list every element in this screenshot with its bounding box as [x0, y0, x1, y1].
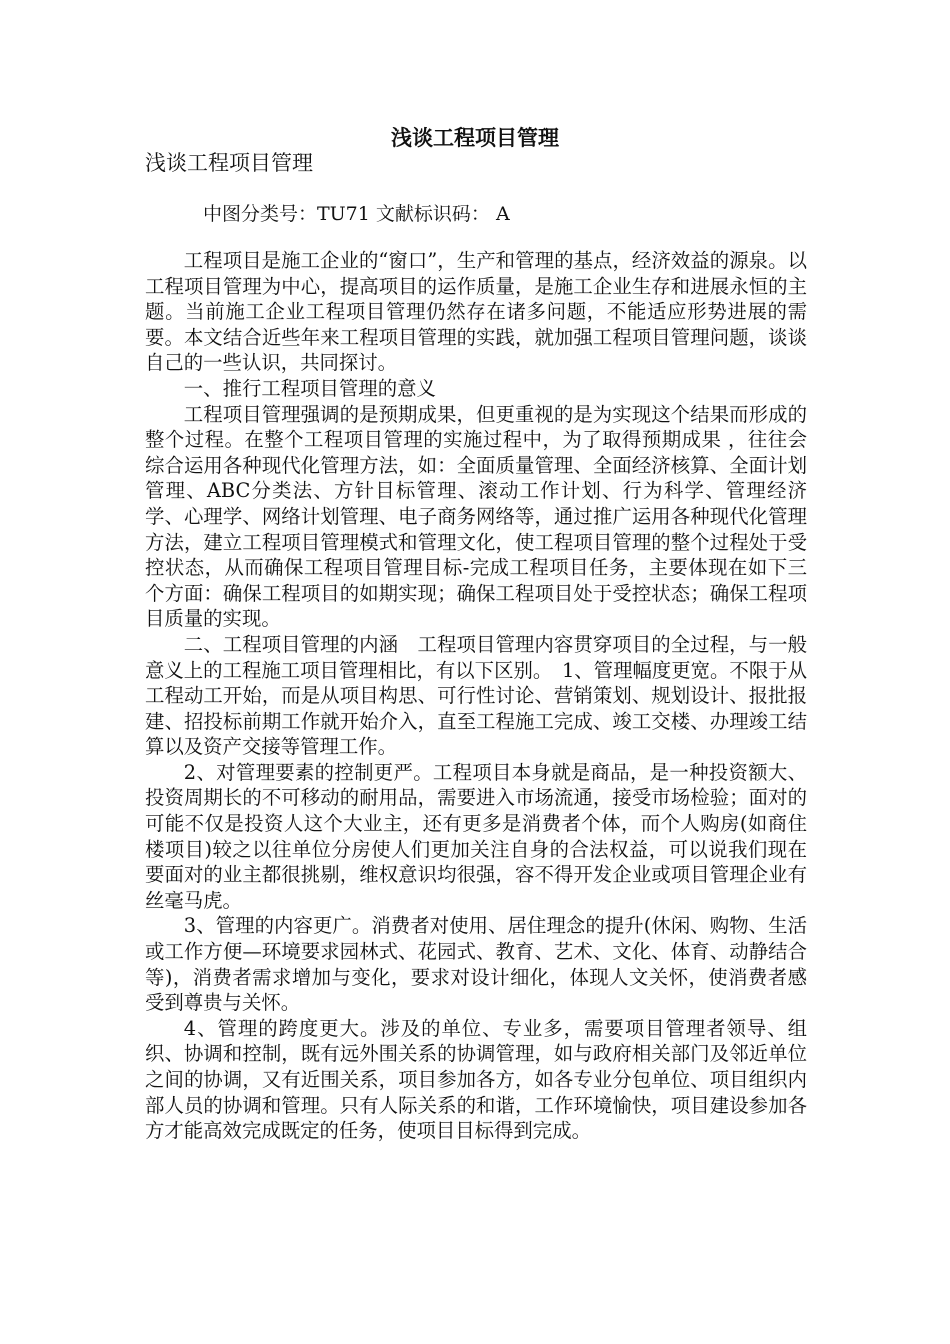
paragraph-point-2: 2、对管理要素的控制更严。工程项目本身就是商品，是一种投资额大、投资周期长的不可移动的耐用品，需要进入市场流通，接受市场检验；面对的可能不仅是投资人这个大业主，还有更多是消费者个体，而个人购房(如商住楼项目)较之以往单位分房使人们更加关注自身的合法权益，可以说我们现在要面对的业主都很挑剔，维权意识均很强，容不得开发企业或项目管理企业有丝毫马虎。 — [145, 760, 807, 912]
paragraph-point-4: 4、管理的跨度更大。涉及的单位、专业多，需要项目管理者领导、组织、协调和控制，既有远外围关系的协调管理，如与政府相关部门及邻近单位之间的协调，又有近围关系，项目参加各方，如各专业分包单位、项目组织内部人员的协调和管理。只有人际关系的和谐，工作环境愉快，项目建设参加各方才能高效完成既定的任务，使项目目标得到完成。 — [145, 1016, 807, 1143]
classification-line: 中图分类号：TU71 文献标识码： A — [203, 203, 510, 225]
article-body — [145, 248, 807, 1144]
paragraph-section-1: 工程项目管理强调的是预期成果，但更重视的是为实现这个结果而形成的整个过程。在整个工程项目管理的实施过程中，为了取得预期成果 ，往往会综合运用各种现代化管理方法，如：全面质量管理、全面经济核算、全面计划管理、ABC分类法、方针目标管理、滚动工作计划、行为科学、管理经济学、心理学、网络计划管理、电子商务网络等，通过推广运用各种现代化管理方法，建立工程项目管理模式和管理文化，使工程项目管理的整个过程处于受控状态，从而确保工程项目管理目标-完成工程项目任务，主要体现在如下三个方面：确保工程项目的如期实现；确保工程项目处于受控状态；确保工程项目质量的实现。 — [145, 402, 807, 631]
heading-section-1: 一、推行工程项目管理的意义 — [183, 376, 436, 400]
paragraph-point-3: 3、管理的内容更广。消费者对使用、居住理念的提升(休闲、购物、生活或工作方便—环境要求园林式、花园式、教育、艺术、文化、体育、动静结合等)，消费者需求增加与变化，要求对设计细化，体现人文关怀，使消费者感受到尊贵与关怀。 — [145, 914, 807, 1015]
page-title: 浅谈工程项目管理 — [391, 125, 559, 150]
paragraph-section-2: 二、工程项目管理的内涵 工程项目管理内容贯穿项目的全过程，与一般意义上的工程施工项目管理相比，有以下区别。 1、管理幅度更宽。不限于从工程动工开始，而是从项目构思、可行性讨论、营销策划、规划设计、报批报建、招投标前期工作就开始介入，直至工程施工完成、竣工交楼、办理竣工结算以及资产交接等管理工作。 — [145, 632, 807, 759]
paragraph-intro: 工程项目是施工企业的“窗口”，生产和管理的基点，经济效益的源泉。以工程项目管理为中心，提高项目的运作质量，是施工企业生存和进展永恒的主题。当前施工企业工程项目管理仍然存在诸多问题，不能适应形势进展的需要。本文结合近些年来工程项目管理的实践，就加强工程项目管理问题，谈谈自己的一些认识，共同探讨。 — [145, 249, 807, 375]
page-subtitle: 浅谈工程项目管理 — [145, 151, 313, 175]
